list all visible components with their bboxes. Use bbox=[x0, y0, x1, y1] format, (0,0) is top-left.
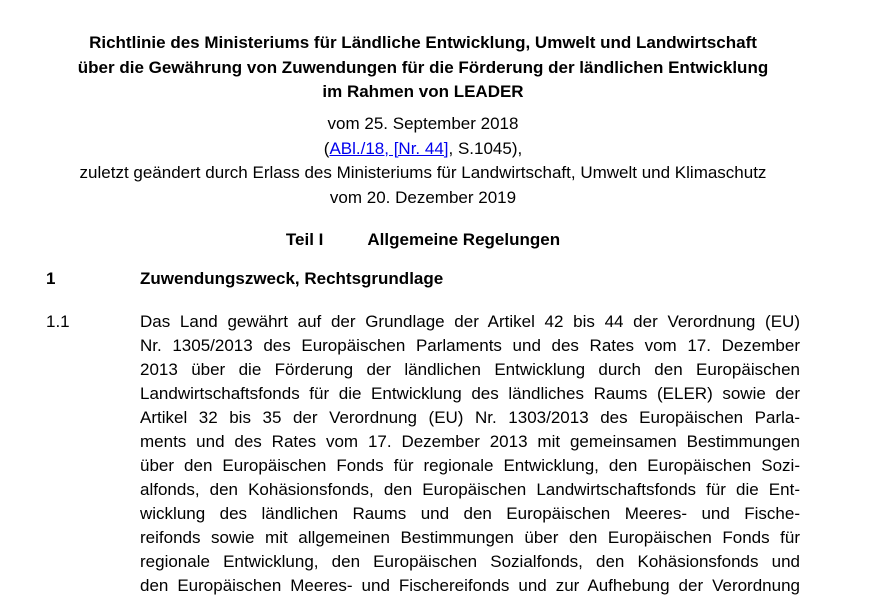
part-number: Teil I bbox=[285, 230, 324, 249]
document-title bbox=[0, 31, 846, 105]
title-line: im Rahmen von LEADER bbox=[322, 82, 524, 101]
paragraph-line: ments und des Rates vom 17. Dezember 2013 mit gemeinsamen Bestimmungen bbox=[140, 432, 800, 451]
paragraph-line: Landwirtschaftsfonds für die Entwicklung des ländliches Raums (ELER) sowie der bbox=[140, 384, 800, 403]
gazette-link[interactable]: ABl./18, [Nr. 44] bbox=[329, 138, 449, 158]
publication-info bbox=[0, 112, 846, 210]
section-number: 1 bbox=[46, 269, 56, 288]
paragraph-line: Nr. 1305/2013 des Europäischen Parlaments und des Rates vom 17. Dezember bbox=[140, 336, 800, 355]
paragraph-line: Das Land gewährt auf der Grundlage der Artikel 42 bis 44 der Verordnung (EU) bbox=[140, 312, 800, 331]
citation bbox=[0, 137, 846, 162]
amendment-note: zuletzt geändert durch Erlass des Ministeriums für Landwirtschaft, Umwelt und Klimaschutz bbox=[79, 163, 767, 182]
paragraph-line: den Europäischen Meeres- und Fischereifonds und zur Aufhebung der Verordnung bbox=[140, 576, 800, 595]
citation-page: , S.1045), bbox=[448, 138, 523, 158]
paragraph-number: 1.1 bbox=[46, 312, 70, 331]
title-line: über die Gewährung von Zuwendungen für die Förderung der ländlichen Entwicklung bbox=[77, 57, 769, 77]
paragraph-line: reifonds sowie mit allgemeinen Bestimmungen über den Europäischen Fonds für bbox=[140, 528, 800, 547]
part-title: Allgemeine Regelungen bbox=[367, 230, 561, 249]
citation-open-paren: ( bbox=[323, 138, 330, 158]
paragraph-body bbox=[140, 310, 800, 598]
title-line: Richtlinie des Ministeriums für Ländliche Entwicklung, Umwelt und Landwirtschaft bbox=[89, 33, 757, 52]
paragraph-line: alfonds, den Kohäsionsfonds, den Europäischen Landwirtschaftsfonds für die Ent- bbox=[140, 480, 800, 499]
paragraph-line: 2013 über die Förderung der ländlichen Entwicklung durch den Europäischen bbox=[140, 360, 800, 379]
amendment-date: vom 20. Dezember 2019 bbox=[329, 187, 517, 207]
part-heading bbox=[0, 229, 846, 251]
section-title: Zuwendungszweck, Rechtsgrundlage bbox=[140, 269, 444, 288]
paragraph-line: über den Europäischen Fonds für regionale Entwicklung, den Europäischen Sozi- bbox=[140, 456, 800, 475]
paragraph-line: regionale Entwicklung, den Europäischen Sozialfonds, den Kohäsionsfonds und bbox=[140, 552, 800, 571]
paragraph-line: Artikel 32 bis 35 der Verordnung (EU) Nr. 1303/2013 des Europäischen Parla- bbox=[140, 408, 800, 427]
issue-date: vom 25. September 2018 bbox=[327, 114, 519, 133]
paragraph-line: wicklung des ländlichen Raums und den Europäischen Meeres- und Fische- bbox=[140, 504, 800, 523]
